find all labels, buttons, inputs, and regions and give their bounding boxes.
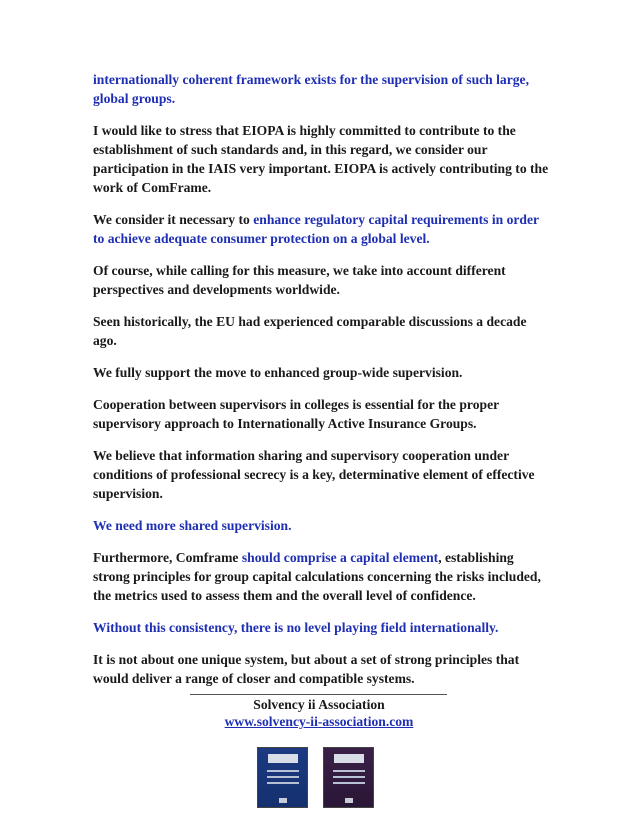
highlighted-text: enhance regulatory capital requirements in order to achieve adequate consumer protection on a global level. xyxy=(93,212,539,246)
highlighted-text: internationally coherent framework exists for the supervision of such large, global groups. xyxy=(93,72,529,106)
text-segment: I would like to stress that EIOPA is highly committed to contribute to the establishment of such standards and, in this regard, we consider our participation in the IAIS very important. EIOPA is actively contributing to the work of ComFrame. xyxy=(93,123,549,195)
text-segment: , establishing strong principles for group capital calculations concerning the risks included, the metrics used to assess them and the overall level of confidence. xyxy=(93,550,541,603)
highlighted-text: Without this consistency, there is no level playing field internationally. xyxy=(93,620,499,635)
text-segment: Furthermore, Comframe xyxy=(93,550,242,565)
paragraph xyxy=(93,121,553,197)
paragraph xyxy=(93,210,553,248)
paragraph xyxy=(93,548,553,605)
highlighted-text: We need more shared supervision. xyxy=(93,518,292,533)
paragraph xyxy=(93,446,553,503)
footer-divider xyxy=(190,694,447,695)
paragraph xyxy=(93,650,553,688)
highlighted-text: should comprise a capital element xyxy=(241,550,439,565)
text-segment: We consider it necessary to xyxy=(93,212,254,227)
text-segment: Of course, while calling for this measure, we take into account different perspectives and developments worldwide. xyxy=(93,263,506,297)
text-segment: Cooperation between supervisors in colleges is essential for the proper supervisory approach to Internationally Active Insurance Groups. xyxy=(93,397,499,431)
paragraph xyxy=(93,395,553,433)
paragraph xyxy=(93,618,553,637)
footer-organization-name: Solvency ii Association xyxy=(253,697,385,712)
text-segment: We believe that information sharing and supervisory cooperation under conditions of professional secrecy is a key, determinative element of effective supervision. xyxy=(93,448,535,501)
paragraph xyxy=(93,70,553,108)
body-text xyxy=(93,70,553,701)
paragraph xyxy=(93,516,553,535)
book-cover-image-right xyxy=(323,747,374,808)
book-cover-image-left xyxy=(257,747,308,808)
text-segment: Seen historically, the EU had experienced comparable discussions a decade ago. xyxy=(93,314,527,348)
footer-website-link[interactable]: www.solvency-ii-association.com xyxy=(224,714,414,729)
paragraph xyxy=(93,261,553,299)
text-segment: We fully support the move to enhanced group-wide supervision. xyxy=(93,365,463,380)
paragraph xyxy=(93,363,553,382)
paragraph xyxy=(93,312,553,350)
text-segment: It is not about one unique system, but about a set of strong principles that would deliver a range of closer and compatible systems. xyxy=(93,652,520,686)
